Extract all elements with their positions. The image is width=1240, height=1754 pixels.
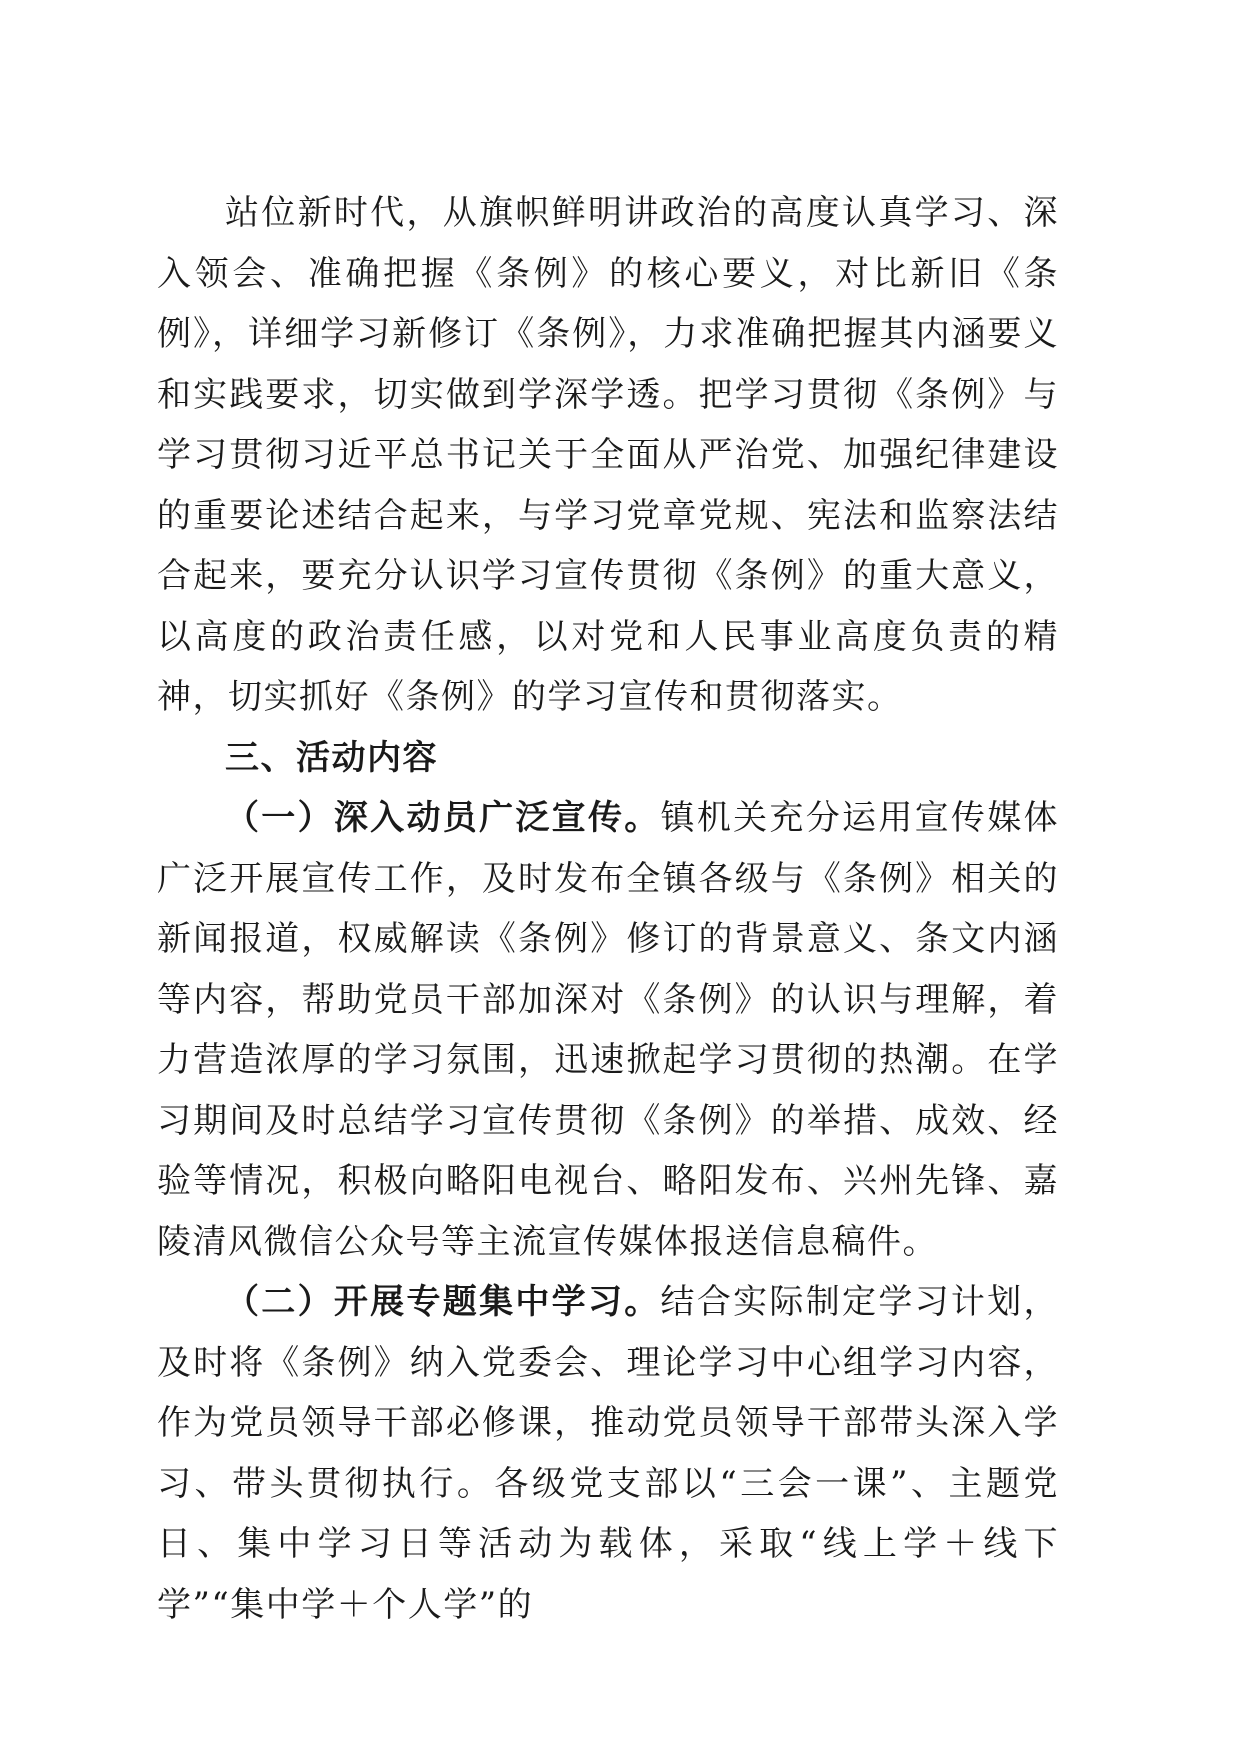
paragraph-study-regulations: 站位新时代，从旗帜鲜明讲政治的高度认真学习、深入领会、准确把握《条例》的核心要义，对比新旧《条例》，详细学习新修订《条例》，力求准确把握其内涵要义和实践要求，切实做到学深学透。把学习贯彻《条例》与学习贯彻习近平总书记关于全面从严治党、加强纪律建设的重要论述结合起来，与学习党章党规、宪法和监察法结合起来，要充分认识学习宣传贯彻《条例》的重大意义，以高度的政治责任感，以对党和人民事业高度负责的精神，切实抓好《条例》的学习宣传和贯彻落实。 <box>157 193 1059 717</box>
item-focused-study <box>157 1272 1059 1635</box>
item-publicity-body: 镇机关充分运用宣传媒体广泛开展宣传工作，及时发布全镇各级与《条例》相关的新闻报道，权威解读《条例》修订的背景意义、条文内涵等内容，帮助党员干部加深对《条例》的认识与理解，着力营造浓厚的学习氛围，迅速掀起学习贯彻的热潮。在学习期间及时总结学习宣传贯彻《条例》的举措、成效、经验等情况，积极向略阳电视台、略阳发布、兴州先锋、嘉陵清风微信公众号等主流宣传媒体报送信息稿件。 <box>157 798 1060 1262</box>
item-focused-study-body: 结合实际制定学习计划，及时将《条例》纳入党委会、理论学习中心组学习内容，作为党员领导干部必修课，推动党员领导干部带头深入学习、带头贯彻执行。各级党支部以“三会一课”、主题党日、集中学习日等活动为载体，采取“线上学＋线下学”“集中学＋个人学”的 <box>157 1282 1060 1625</box>
item-publicity-heading: （一）深入动员广泛宣传。 <box>225 798 661 838</box>
item-publicity <box>157 788 1059 1272</box>
document-body <box>157 183 1059 1635</box>
section-heading-activity-content: 三、活动内容 <box>225 737 438 778</box>
item-focused-study-heading: （二）开展专题集中学习。 <box>225 1282 661 1322</box>
